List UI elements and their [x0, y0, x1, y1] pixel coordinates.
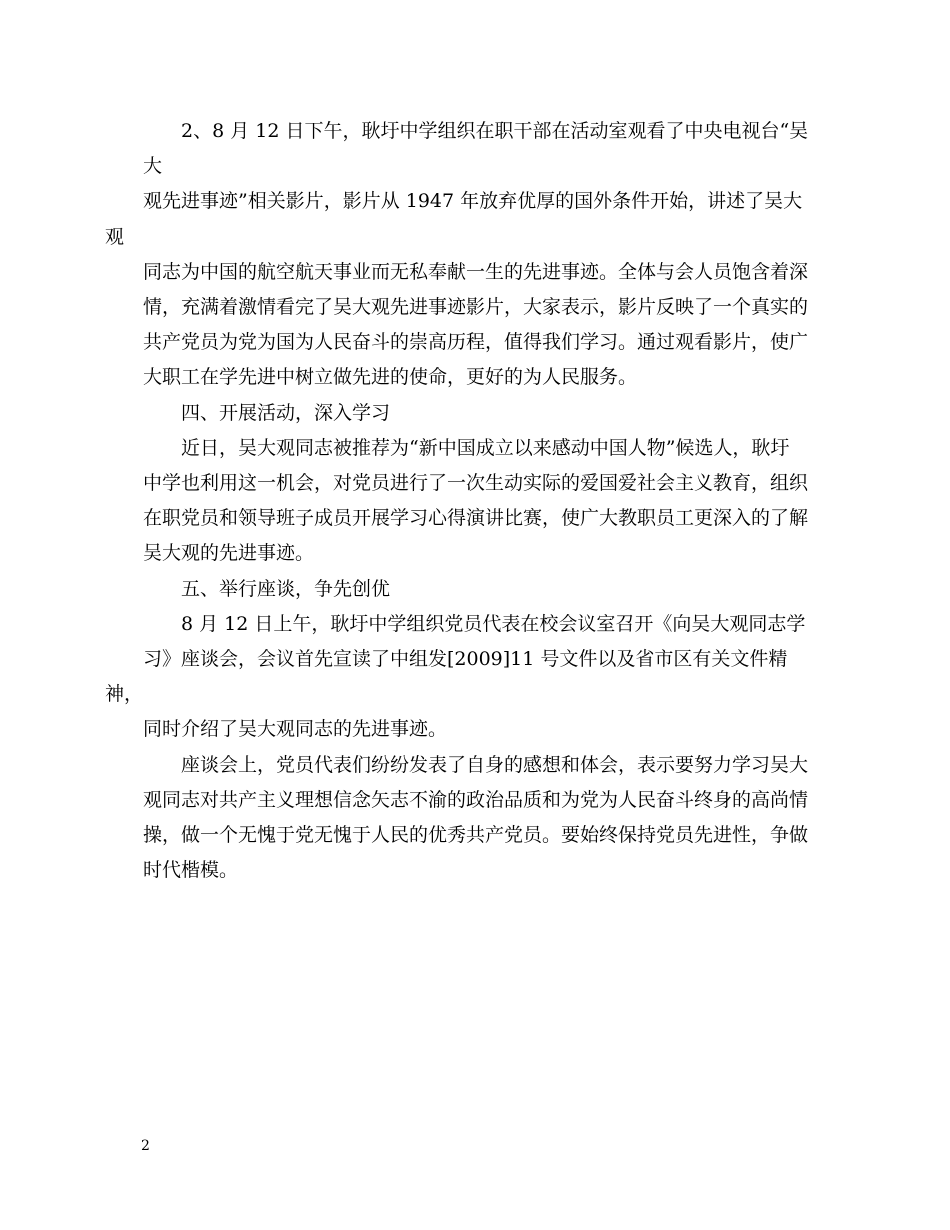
- text-line: 同时介绍了吴大观同志的先进事迹。: [143, 718, 448, 741]
- paragraph-recommendation: [143, 431, 809, 572]
- text-line: 观先进事迹”相关影片，影片从 1947 年放弃优厚的国外条件开始，讲述了吴大观: [105, 190, 803, 248]
- text-line: 中学也利用这一机会，对党员进行了一次生动实际的爱国爱社会主义教育，组织: [143, 472, 809, 495]
- section-heading-symposium: [143, 572, 809, 607]
- section-heading-activities: [143, 396, 809, 431]
- text-line: 座谈会上，党员代表们纷纷发表了自身的感想和体会，表示要努力学习吴大: [181, 753, 809, 776]
- text-line: 8 月 12 日上午，耿圩中学组织党员代表在校会议室召开《向吴大观同志学: [181, 612, 806, 635]
- paragraph-meeting: [105, 607, 809, 748]
- document-body: [105, 114, 809, 888]
- text-line: 近日，吴大观同志被推荐为“新中国成立以来感动中国人物”候选人，耿圩: [181, 436, 790, 459]
- paragraph-film-viewing: [105, 114, 809, 396]
- text-line: 时代楷模。: [143, 859, 239, 882]
- text-line: 习》座谈会，会议首先宣读了中组发[2009]11 号文件以及省市区有关文件精神，: [105, 648, 788, 706]
- text-line: 大职工在学先进中树立做先进的使命，更好的为人民服务。: [143, 366, 638, 389]
- text-line: 在职党员和领导班子成员开展学习心得演讲比赛，使广大教职员工更深入的了解: [143, 507, 809, 530]
- text-line: 共产党员为党为国为人民奋斗的崇高历程，值得我们学习。通过观看影片，使广: [143, 331, 809, 354]
- text-line: 操，做一个无愧于党无愧于人民的优秀共产党员。要始终保持党员先进性，争做: [143, 824, 809, 847]
- text-line: 2、8 月 12 日下午，耿圩中学组织在职干部在活动室观看了中央电视台“吴大: [143, 120, 809, 178]
- heading-text: 四、开展活动，深入学习: [181, 401, 391, 424]
- text-line: 情，充满着激情看完了吴大观先进事迹影片，大家表示，影片反映了一个真实的: [143, 296, 809, 319]
- page-number: 2: [141, 1138, 150, 1154]
- text-line: 吴大观的先进事迹。: [143, 542, 315, 565]
- text-line: 同志为中国的航空航天事业而无私奉献一生的先进事迹。全体与会人员饱含着深: [143, 260, 809, 283]
- paragraph-discussion: [143, 748, 809, 889]
- text-line: 观同志对共产主义理想信念矢志不渝的政治品质和为党为人民奋斗终身的高尚情: [143, 788, 809, 811]
- heading-text: 五、举行座谈，争先创优: [181, 577, 391, 600]
